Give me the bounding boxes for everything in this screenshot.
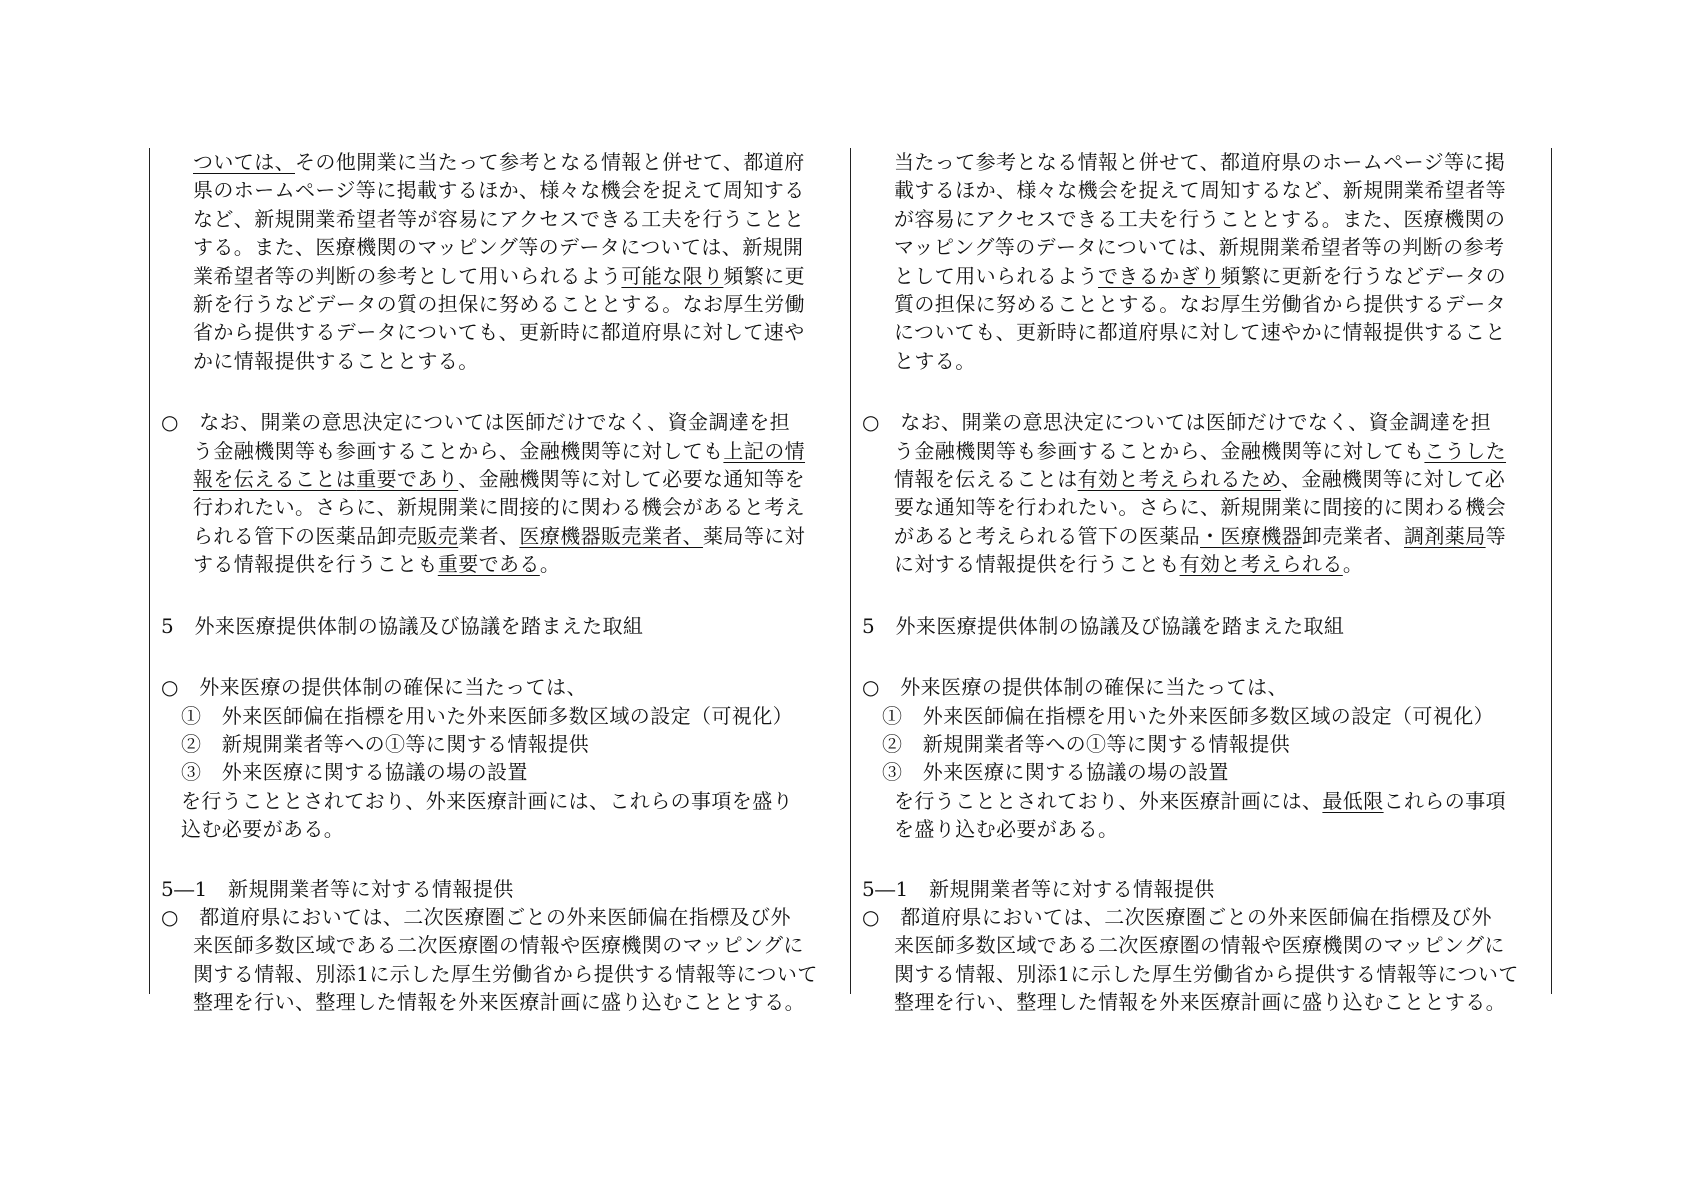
underline-text: 可能な限り (621, 263, 724, 288)
underline-text: 医療機器販売業者、 (519, 523, 704, 548)
text: 卸売業者、 (1302, 523, 1404, 548)
right-intro-line: が容易にアクセスできる工夫を行うこととする。また、医療機関の (894, 206, 1506, 231)
right-para2-line (862, 437, 1541, 465)
left-para2-line (161, 522, 840, 550)
right-intro-line: マッピング等のデータについては、新規開業希望者等の判断の参考 (894, 235, 1505, 260)
left-list-item: ② 新規開業者等への①等に関する情報提供 (181, 731, 589, 756)
right-para4-line: ○ 都道府県においては、二次医療圏ごとの外来医師偏在指標及び外 (862, 904, 1492, 929)
left-para3-line: ○ 外来医療の提供体制の確保に当たっては、 (161, 675, 587, 700)
right-intro-line: 質の担保に努めることとする。なお厚生労働省から提供するデータ (894, 292, 1506, 317)
underline-text: こうした (1424, 438, 1507, 463)
right-para2-line (862, 550, 1541, 578)
right-intro-line: 当たって参考となる情報と併せて、都道府県のホームページ等に掲 (894, 150, 1506, 174)
text: があると考えられる管下の医薬品 (894, 523, 1200, 548)
right-subsection-heading: 5―1 新規開業者等に対する情報提供 (862, 876, 1215, 901)
right-list-item: ③ 外来医療に関する協議の場の設置 (882, 760, 1229, 785)
left-para3-line: 込む必要がある。 (181, 817, 345, 842)
left-intro-line (161, 262, 840, 290)
text: られる管下の医薬品卸売 (193, 523, 418, 548)
text: 頻繁に更 (723, 263, 806, 288)
right-intro-line: 載するほか、様々な機会を捉えて周知するなど、新規開業希望者等 (894, 178, 1506, 203)
right-para3-line: を盛り込む必要がある。 (894, 817, 1119, 842)
underline-text: 上記の情 (723, 438, 806, 463)
underline-text: 重要であり (356, 467, 459, 492)
text: する情報提供を行うことも (193, 552, 438, 577)
left-intro-line: 新を行うなどデータの質の担保に努めることとする。なお厚生労働 (193, 292, 805, 317)
text: に対する情報提供を行うことも (894, 552, 1180, 577)
left-subsection-heading: 5―1 新規開業者等に対する情報提供 (161, 876, 514, 901)
right-para2-line (862, 465, 1541, 493)
left-intro-line: かに情報提供することとする。 (193, 348, 479, 373)
underline-text: ・医療機器 (1200, 523, 1302, 548)
left-intro-line: する。また、医療機関のマッピング等のデータについては、新規開 (193, 235, 804, 260)
right-para3-line: ○ 外来医療の提供体制の確保に当たっては、 (862, 675, 1288, 700)
left-para4-line: 関する情報、別添1に示した厚生労働省から提供する情報等について (193, 961, 818, 986)
text: を行うこととされており、外来医療計画には、 (894, 788, 1323, 813)
right-para4-line: 関する情報、別添1に示した厚生労働省から提供する情報等について (894, 961, 1519, 986)
text: 、金融機関等に対して必 (1280, 467, 1506, 492)
underline-text: 有効と考えられるため (1077, 467, 1281, 492)
text: う金融機関等も参画することから、金融機関等に対しても (894, 438, 1425, 463)
right-intro-line: とする。 (894, 348, 976, 373)
right-para4-line: 整理を行い、整理した情報を外来医療計画に盛り込むこととする。 (894, 990, 1506, 1015)
left-intro-line: など、新規開業希望者等が容易にアクセスできる工夫を行うことと (193, 206, 805, 231)
left-column (149, 148, 850, 1015)
left-intro-line (161, 148, 840, 176)
left-para2-line: 行われたい。さらに、新規開業に間接的に関わる機会があると考え (193, 495, 805, 520)
right-para3-line (862, 787, 1541, 815)
text: 。 (539, 552, 561, 577)
left-para4-line: 来医師多数区域である二次医療圏の情報や医療機関のマッピングに (193, 933, 804, 958)
left-para4-line: ○ 都道府県においては、二次医療圏ごとの外来医師偏在指標及び外 (161, 904, 791, 929)
right-para2-line: ○ なお、開業の意思決定については医師だけでなく、資金調達を担 (862, 410, 1492, 435)
text: 、金融機関等に対して必要な通知等を (458, 467, 806, 492)
right-list-item: ① 外来医師偏在指標を用いた外来医師多数区域の設定（可視化） (882, 703, 1494, 728)
text: う金融機関等も参画することから、金融機関等に対しても (193, 438, 724, 463)
right-para2-line: 要な通知等を行われたい。さらに、新規開業に間接的に関わる機会 (894, 495, 1506, 520)
right-list-item: ② 新規開業者等への①等に関する情報提供 (882, 731, 1290, 756)
underline-text: 調剤薬局 (1404, 523, 1486, 548)
underline-text: 報を伝えることは (193, 467, 357, 492)
underline-text: 販売 (417, 523, 459, 548)
right-para2-line (862, 522, 1541, 550)
comparison-table (149, 148, 1552, 1015)
left-list-item: ③ 外来医療に関する協議の場の設置 (181, 760, 528, 785)
right-column (850, 148, 1551, 1015)
text: 。 (1342, 552, 1364, 577)
left-para2-line: ○ なお、開業の意思決定については医師だけでなく、資金調達を担 (161, 410, 791, 435)
left-para4-line: 整理を行い、整理した情報を外来医療計画に盛り込むこととする。 (193, 990, 805, 1015)
left-para2-line (161, 437, 840, 465)
text: 情報を伝えることは (894, 467, 1078, 492)
left-para2-line (161, 465, 840, 493)
text: これらの事項 (1383, 788, 1507, 813)
underline-text: できるかぎり (1098, 263, 1221, 288)
right-para4-line: 来医師多数区域である二次医療圏の情報や医療機関のマッピングに (894, 933, 1505, 958)
left-para3-line: を行うこととされており、外来医療計画には、これらの事項を盛り (181, 788, 793, 813)
text: その他開業に当たって参考となる情報と併せて、都道府 (295, 150, 805, 174)
text: 業者、 (458, 523, 520, 548)
left-intro-line: 省から提供するデータについても、更新時に都道府県に対して速や (193, 320, 805, 345)
left-para2-line (161, 550, 840, 578)
right-intro-line (862, 262, 1541, 290)
right-intro-line: についても、更新時に都道府県に対して速やかに情報提供すること (894, 320, 1506, 345)
underline-text: 重要である (437, 552, 540, 577)
left-intro-line: 県のホームページ等に掲載するほか、様々な機会を捉えて周知する (193, 178, 805, 203)
text: 頻繁に更新を行うなどデータの (1220, 263, 1507, 288)
left-section-heading: 5 外来医療提供体制の協議及び協議を踏まえた取組 (161, 613, 644, 638)
underline-text: 有効と考えられる (1179, 552, 1343, 577)
text: 業希望者等の判断の参考として用いられるよう (193, 263, 622, 288)
left-list-item: ① 外来医師偏在指標を用いた外来医師多数区域の設定（可視化） (181, 703, 793, 728)
text: 薬局等に対 (703, 523, 806, 548)
text: 等 (1485, 523, 1507, 548)
text: として用いられるよう (894, 263, 1098, 288)
underline-text: 最低限 (1322, 788, 1384, 813)
underline-text: ついては、 (193, 150, 295, 174)
right-section-heading: 5 外来医療提供体制の協議及び協議を踏まえた取組 (862, 613, 1345, 638)
